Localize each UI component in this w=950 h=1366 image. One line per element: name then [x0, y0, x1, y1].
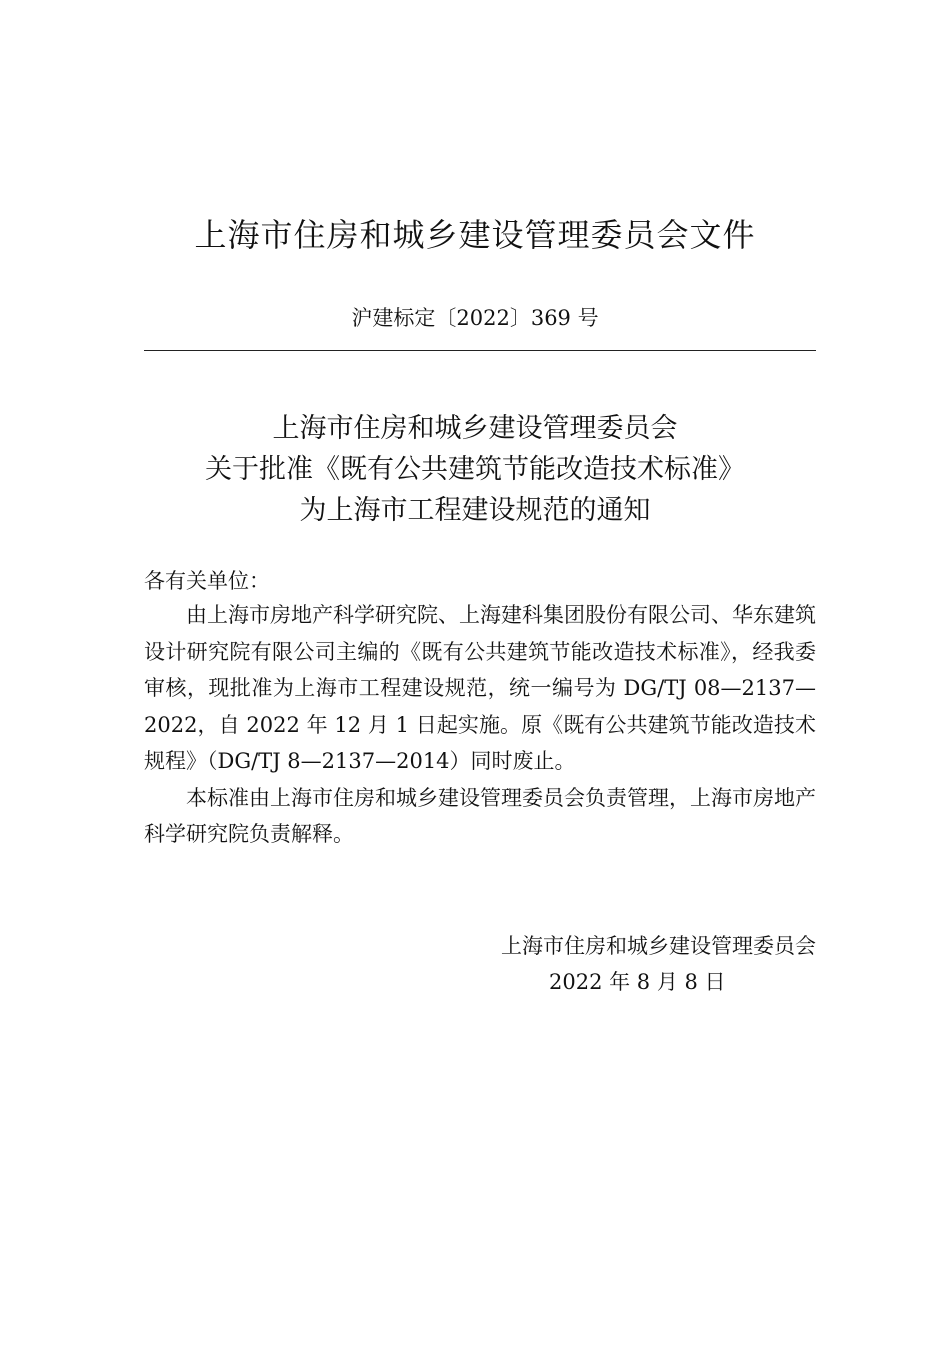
notice-title-line-3: 为上海市工程建设规范的通知	[299, 495, 651, 526]
body-text	[144, 597, 816, 853]
document-header: 上海市住房和城乡建设管理委员会文件	[194, 216, 756, 254]
notice-title-line-1: 上海市住房和城乡建设管理委员会	[272, 413, 678, 444]
signature-date: 2022 年 8 月 8 日	[549, 970, 726, 994]
paragraph-management: 本标准由上海市住房和城乡建设管理委员会负责管理，上海市房地产科学研究院负责解释。	[144, 785, 816, 846]
signatory: 上海市住房和城乡建设管理委员会	[501, 934, 816, 958]
notice-title-line-2: 关于批准《既有公共建筑节能改造技术标准》	[205, 454, 745, 485]
document-number: 沪建标定〔2022〕369 号	[351, 306, 599, 330]
header-divider	[144, 350, 816, 351]
notice-title	[0, 408, 950, 531]
paragraph-approval: 由上海市房地产科学研究院、上海建科集团股份有限公司、华东建筑设计研究院有限公司主编的《既有公共建筑节能改造技术标准》，经我委审核，现批准为上海市工程建设规范，统一编号为 DG/TJ 08—2137—2022，自 2022 年 12 月 1 日起实施。原《既有公共建筑节能改造技术规程》（DG/TJ 8—2137—2014）同时废止。	[144, 603, 816, 773]
salutation: 各有关单位：	[144, 569, 270, 593]
